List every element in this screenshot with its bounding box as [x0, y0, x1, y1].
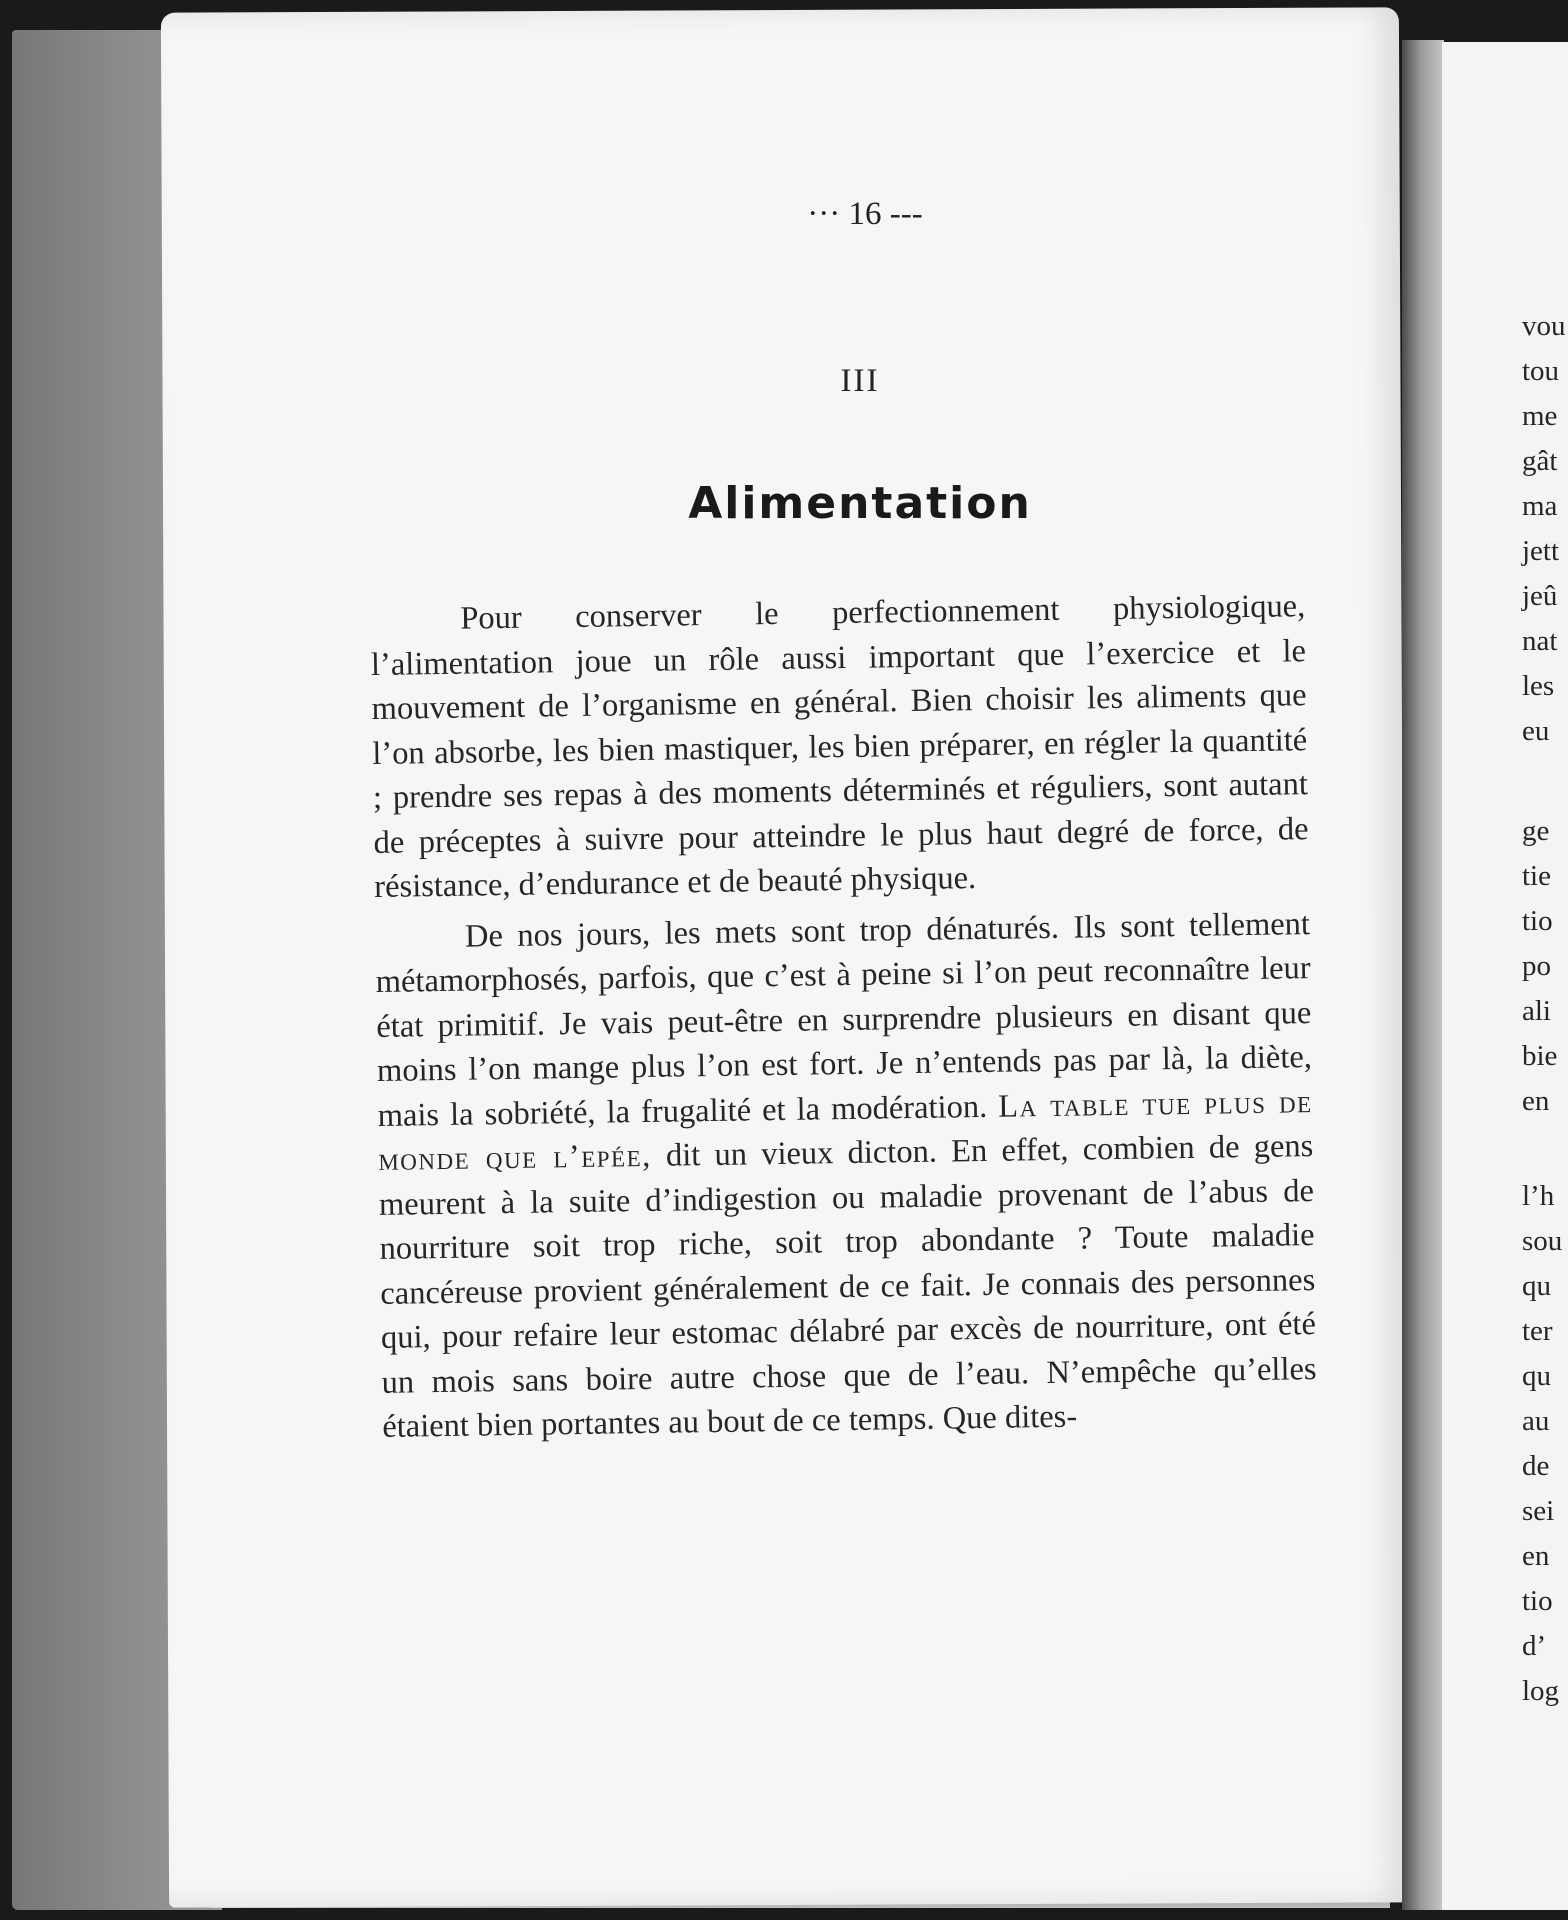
facing-line: tio [1522, 1585, 1553, 1617]
paragraph-1: Pour conserver le perfectionnement physiologique, l’alimentation joue un rôle aussi important que l’exercice et le mouvement de l’organisme en général. Bien choisir les aliments que l’on absorbe, les bien mastiquer, les bien préparer, en régler la quantité ; prendre ses repas à des moments déterminés et réguliers, sont autant de préceptes à suivre pour atteindre le plus haut degré de force, de résistance, d’endurance et de beauté physique. [370, 588, 1309, 905]
facing-line: me [1522, 400, 1558, 432]
facing-line: po [1522, 950, 1551, 982]
facing-line: qu [1522, 1270, 1551, 1302]
facing-line: d’ [1522, 1630, 1547, 1662]
facing-line: bie [1522, 1040, 1558, 1072]
facing-line: qu [1522, 1360, 1551, 1392]
paragraph-2 [375, 902, 1318, 1450]
body-text [370, 584, 1318, 1449]
facing-line: nat [1522, 625, 1558, 657]
facing-line: tio [1522, 905, 1553, 937]
facing-line: log [1522, 1675, 1560, 1707]
facing-line: eu [1522, 715, 1550, 747]
facing-line: ter [1522, 1315, 1553, 1347]
paragraph-2-end: dit un vieux dicton. En effet, combien de gens meurent à la suite d’indigestion ou maladie provenant de l’abus de nourriture soit trop riche, soit trop abondante ? Toute maladie cancéreuse provient généralement de ce fait. Je connais des personnes qui, pour refaire leur estomac délabré par excès de nourriture, ont été un mois sans boire autre chose que de l’eau. N’empêche qu’elles étaient bien portantes au bout de ce temps. Que dites- [378, 1128, 1317, 1445]
facing-line: sou [1522, 1225, 1563, 1257]
facing-line: tou [1522, 355, 1560, 387]
facing-line: gât [1522, 445, 1558, 477]
chapter-title: Alimentation [688, 478, 1032, 529]
facing-line: en [1522, 1540, 1550, 1572]
facing-line: jeû [1522, 580, 1558, 612]
proverb-smallcaps: La table tue plus de monde que l’epée, [378, 1083, 1313, 1178]
facing-line: tie [1522, 860, 1551, 892]
facing-line: ma [1522, 490, 1558, 522]
facing-line: sei [1522, 1495, 1555, 1527]
paragraph-2-start: De nos jours, les mets sont trop dénaturés. Ils sont tellement métamorphosés, parfois, que c’est à peine si l’on peut reconnaître leur état primitif. Je vais peut-être en surprendre plusieurs en disant que moins l’on mange plus l’on est fort. Je n’entends pas par là, la diète, mais la sobriété, la frugalité et la modération. [375, 905, 1313, 1134]
facing-line: jett [1522, 535, 1560, 567]
section-numeral: III [840, 363, 880, 399]
book-gutter [1402, 40, 1444, 1910]
facing-line: vou [1522, 310, 1566, 342]
facing-line: les [1522, 670, 1555, 702]
facing-line: au [1522, 1405, 1550, 1437]
facing-line: en [1522, 1085, 1550, 1117]
page-number: ··· 16 --- [807, 196, 923, 232]
facing-line: de [1522, 1450, 1550, 1482]
facing-line: l’h [1522, 1180, 1555, 1212]
facing-line: ali [1522, 995, 1551, 1027]
facing-line: ge [1522, 815, 1550, 847]
